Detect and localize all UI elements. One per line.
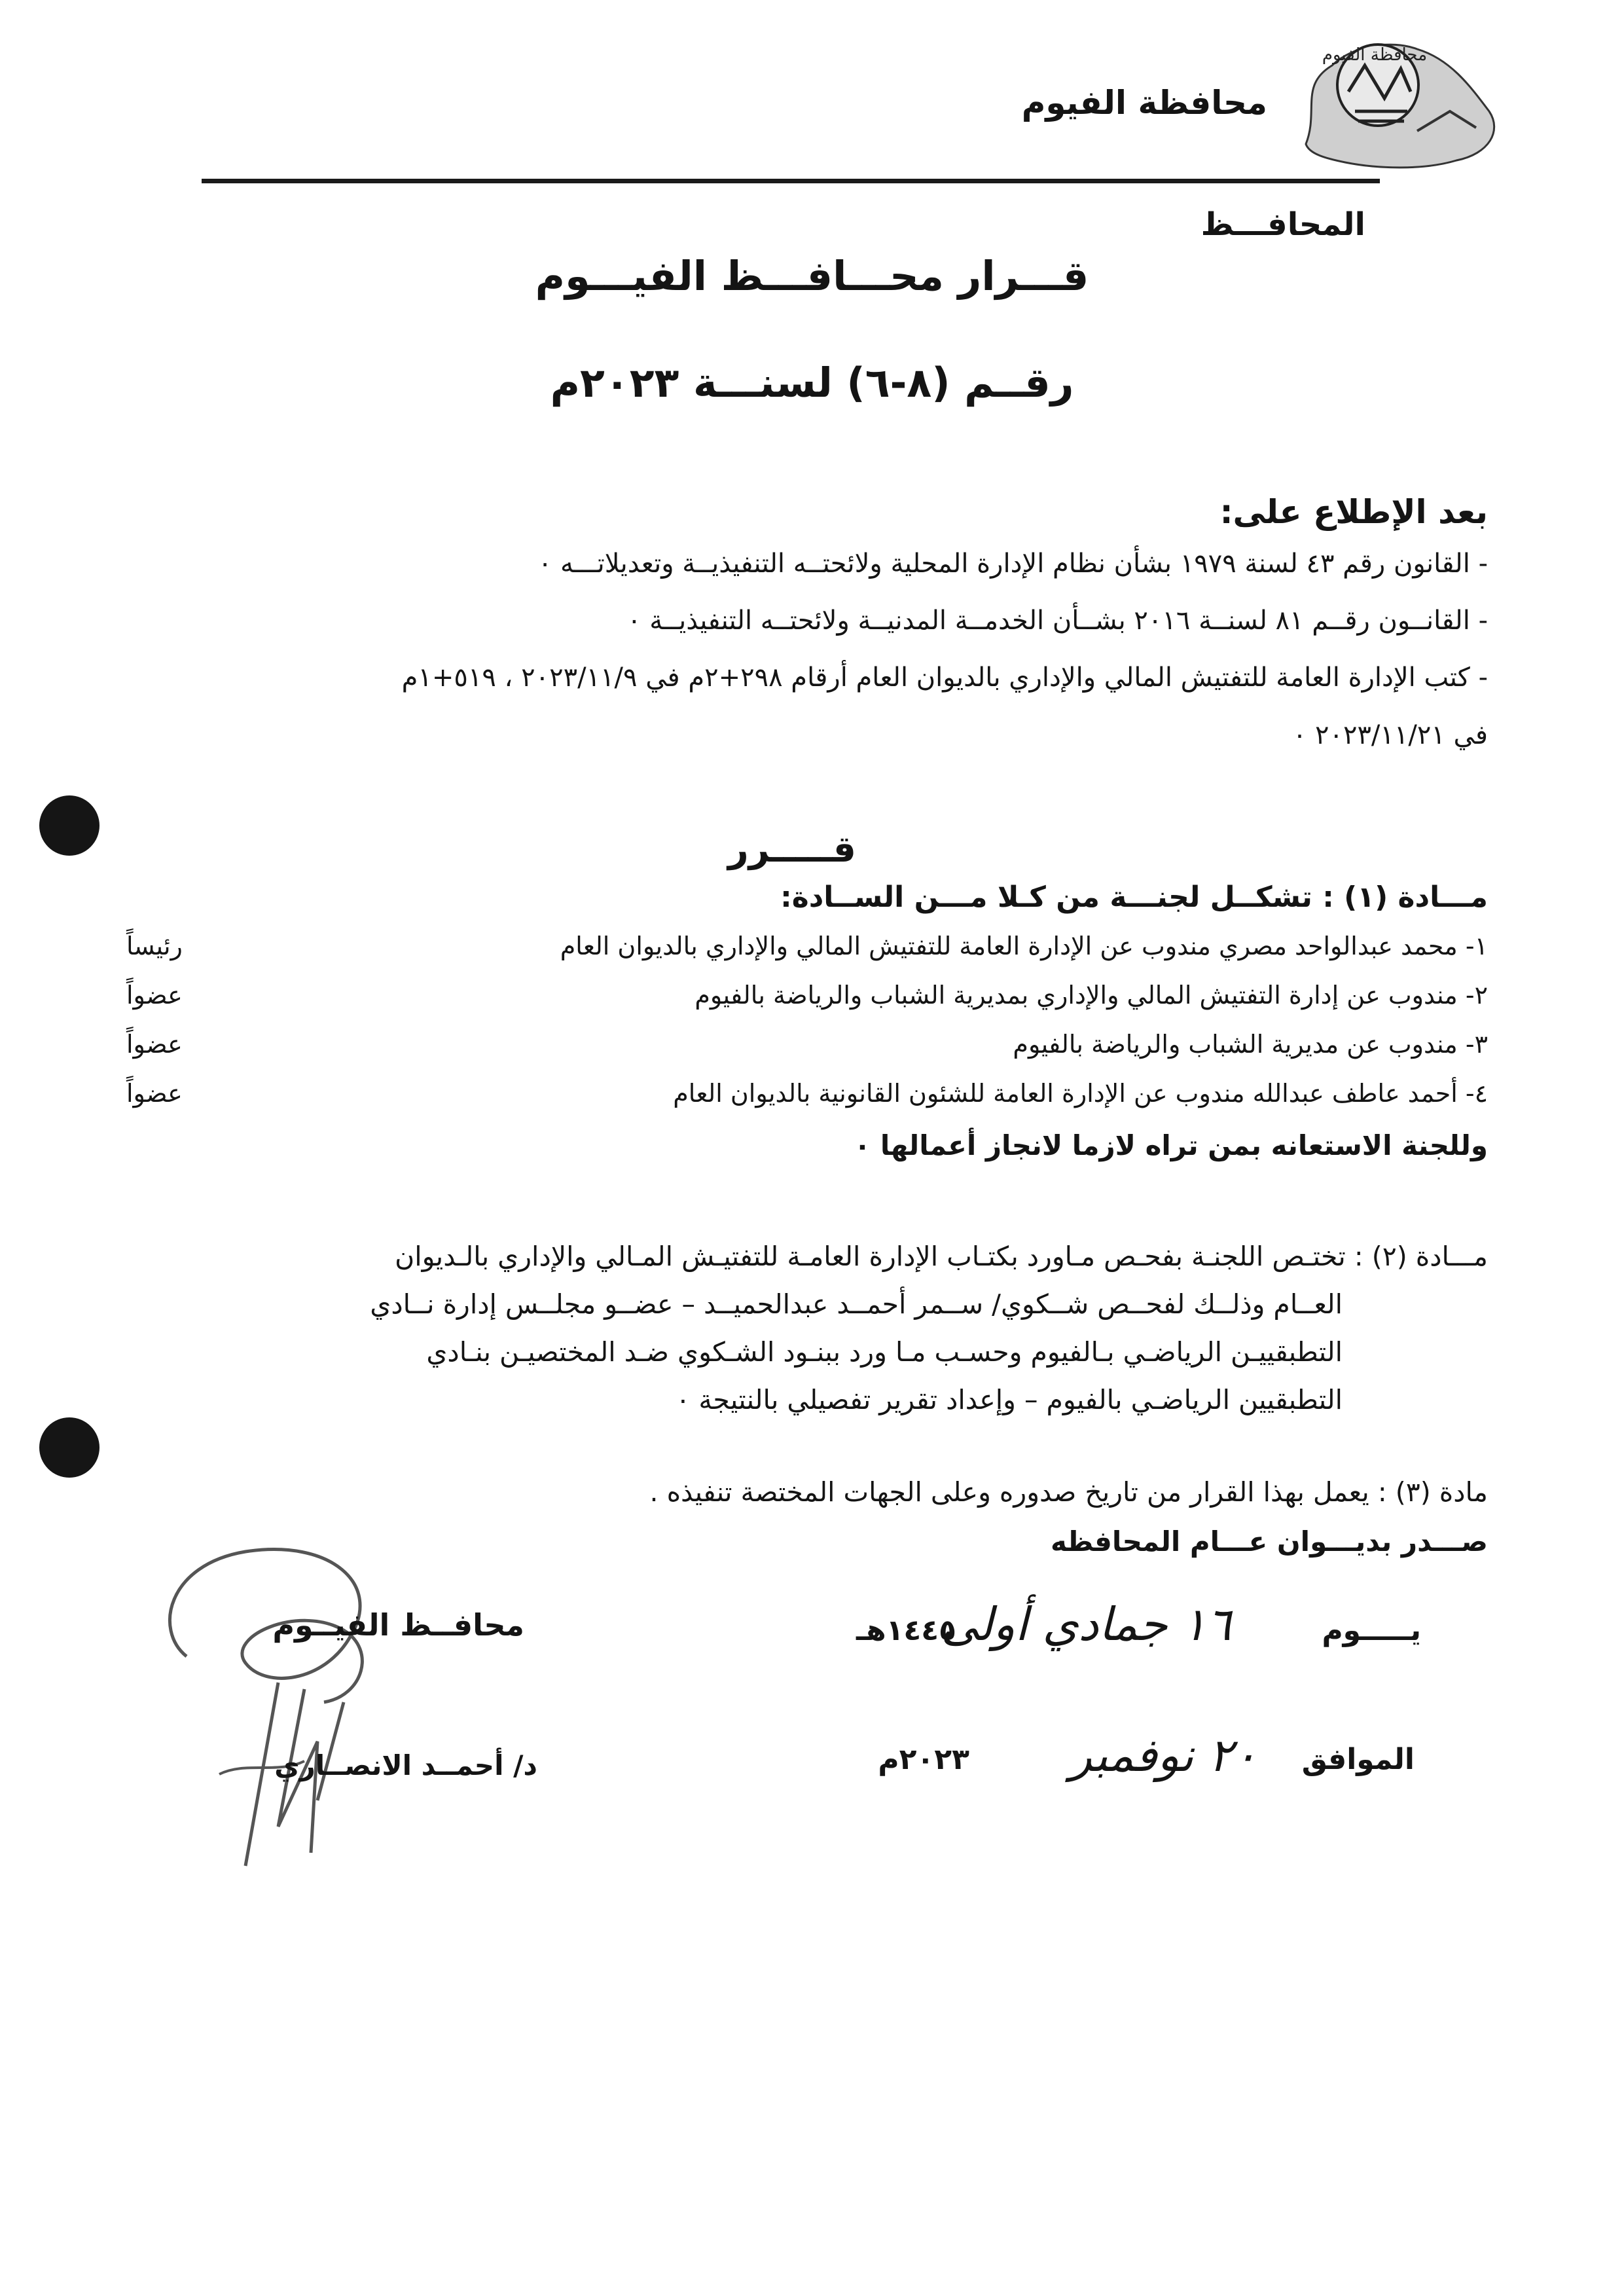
governorate-emblem-icon bbox=[1293, 13, 1509, 177]
punch-hole bbox=[39, 795, 99, 856]
punch-hole bbox=[39, 1417, 99, 1478]
committee-assistance-note: وللجنة الاستعانه بمن تراه لازما لانجاز أعمالها ٠ bbox=[854, 1129, 1488, 1161]
hijri-year: ١٤٤٥هـ bbox=[856, 1614, 956, 1647]
member-role: رئيساً bbox=[126, 932, 183, 960]
decree-title: قـــرار محـــافـــظ الفيـــوم bbox=[535, 252, 1089, 300]
article-2-line: التطبقيين الرياضـي بالفيوم – وإعداد تقرير تفصيلي بالنتيجة ٠ bbox=[676, 1384, 1343, 1415]
preamble-item-continuation: في ٢٠٢٣/١١/٢١ ٠ bbox=[1292, 720, 1488, 750]
member-text: ٢- مندوب عن إدارة التفتيش المالي والإداري بمديرية الشباب والرياضة بالفيوم bbox=[695, 981, 1488, 1010]
article-2-line: مـــادة (٢) : تختـص اللجنـة بفحـص مـاورد بكتـاب الإدارة العامـة للتفتيـش المـالي والإداري بالـديوان bbox=[395, 1241, 1488, 1272]
article-1-heading: مـــادة (١) : تشكــل لجنـــة من كـلا مـــن الســادة: bbox=[780, 881, 1488, 914]
gregorian-date-handwritten: ٢٠ نوفمبر bbox=[1070, 1728, 1257, 1782]
header-divider bbox=[202, 179, 1380, 183]
member-text: ٣- مندوب عن مديرية الشباب والرياضة بالفيوم bbox=[1013, 1030, 1488, 1059]
preamble-heading: بعد الإطلاع على: bbox=[1219, 493, 1488, 531]
corresponding-label: الموافق bbox=[1301, 1743, 1415, 1776]
member-role: عضواً bbox=[126, 981, 183, 1010]
article-2-line: العــام وذلــك لفحــص شــكوي/ ســمر أحمــد عبدالحميــد – عضــو مجلــس إدارة نــادي bbox=[370, 1288, 1343, 1320]
preamble-item: - القانون رقم ٤٣ لسنة ١٩٧٩ بشأن نظام الإدارة المحلية ولائحتــه التنفيذيــة وتعديلاتـــه ٠ bbox=[537, 549, 1488, 579]
governorate-name: محافظة الفيوم bbox=[1021, 84, 1267, 122]
member-role: عضواً bbox=[126, 1079, 183, 1108]
emblem-text: محافظة الفيوم bbox=[1322, 45, 1428, 65]
member-role: عضواً bbox=[126, 1030, 183, 1059]
issued-at: صـــدر بديـــوان عـــام المحافظه bbox=[1051, 1525, 1488, 1558]
member-text: ٤- أحمد عاطف عبدالله مندوب عن الإدارة العامة للشئون القانونية بالديوان العام bbox=[673, 1079, 1488, 1108]
hijri-date-handwritten: ١٦ جمادي أولى bbox=[941, 1597, 1231, 1651]
preamble-item: - كتب الإدارة العامة للتفتيش المالي والإداري بالديوان العام أرقام ٢٩٨+٢م في ٢٠٢٣/١١/٩ ، ٥١٩+١م bbox=[401, 663, 1488, 693]
article-3: مادة (٣) : يعمل بهذا القرار من تاريخ صدوره وعلى الجهات المختصة تنفيذه . bbox=[649, 1476, 1488, 1508]
date-day-label: يـــــوم bbox=[1322, 1614, 1421, 1647]
signatory-title: محافــظ الفيــوم bbox=[272, 1607, 524, 1643]
signatory-name: د/ أحمــد الانصــاري bbox=[274, 1749, 537, 1781]
article-2-line: التطبقييـن الرياضـي بـالفيوم وحسـب مـا ورد ببنـود الشـكوي ضـد المختصيـن بنـادي bbox=[426, 1336, 1343, 1368]
office-label: المحافـــظ bbox=[1200, 206, 1365, 243]
gregorian-year: ٢٠٢٣م bbox=[878, 1743, 969, 1776]
decree-number: رقــم (٨-٦) لسنـــة ٢٠٢٣م bbox=[550, 359, 1074, 407]
decides-label: قـــــرر bbox=[728, 828, 856, 870]
member-text: ١- محمد عبدالواحد مصري مندوب عن الإدارة العامة للتفتيش المالي والإداري بالديوان العام bbox=[560, 932, 1488, 960]
handwritten-signature bbox=[147, 1525, 461, 1879]
preamble-item: - القانــون رقــم ٨١ لسنــة ٢٠١٦ بشــأن الخدمــة المدنيــة ولائحتــه التنفيذيــة ٠ bbox=[627, 606, 1488, 636]
